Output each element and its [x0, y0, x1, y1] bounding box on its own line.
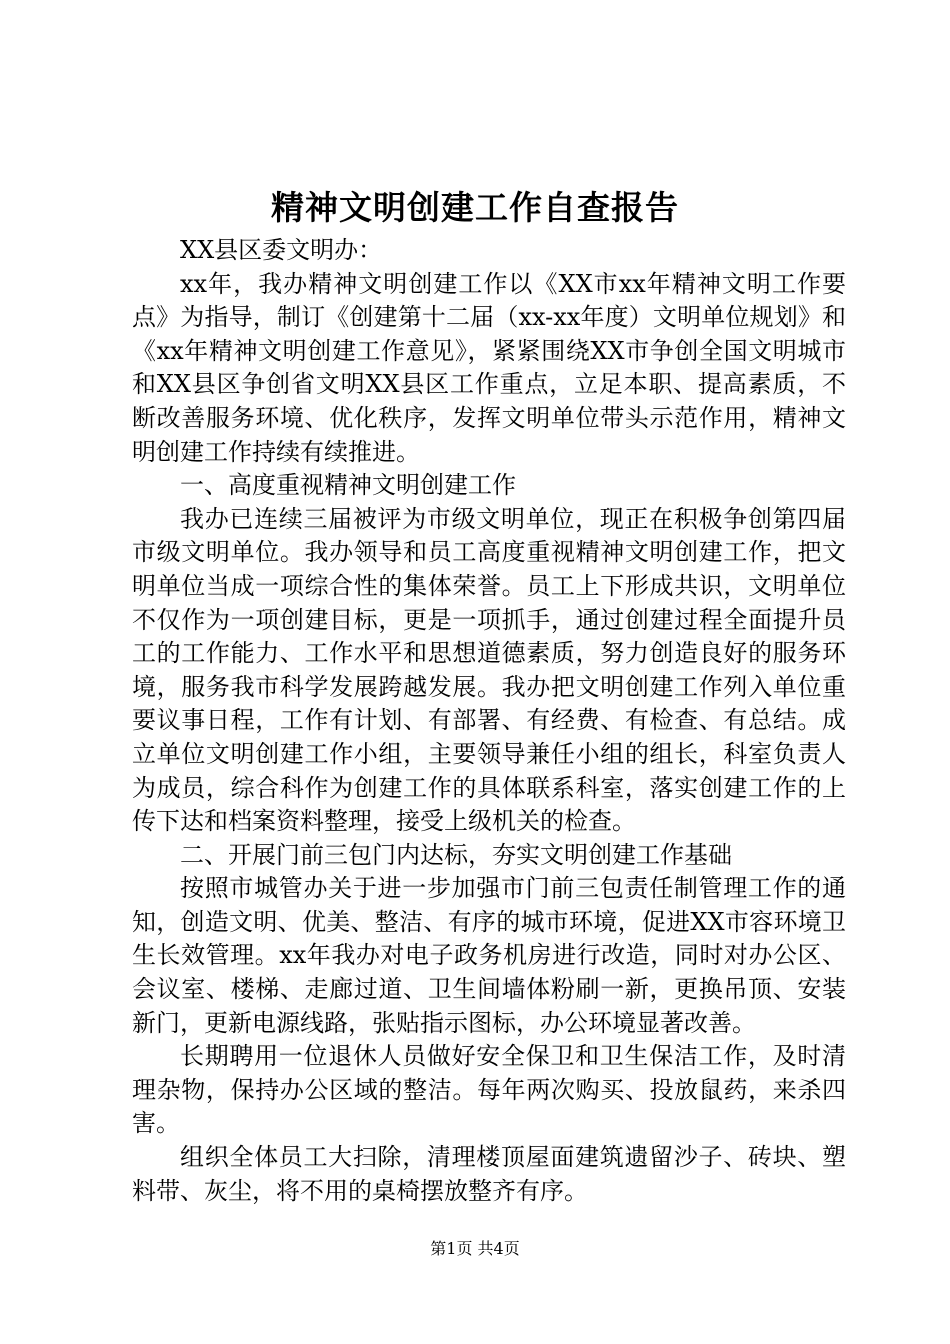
- page-footer: 第1页 共4页: [430, 1239, 520, 1258]
- paragraph-section-1: 我办已连续三届被评为市级文明单位，现正在积极争创第四届市级文明单位。我办领导和员工高度重视精神文明创建工作，把文明单位当成一项综合性的集体荣誉。员工上下形成共识，文明单位不仅作为一项创建目标，更是一项抓手，通过创建过程全面提升员工的工作能力、工作水平和思想道德素质，努力创造良好的服务环境，服务我市科学发展跨越发展。我办把文明创建工作列入单位重要议事日程，工作有计划、有部署、有经费、有检查、有总结。成立单位文明创建工作小组，主要领导兼任小组的组长，科室负责人为成员，综合科作为创建工作的具体联系科室，落实创建工作的上传下达和档案资料整理，接受上级机关的检查。: [132, 504, 846, 836]
- section-heading-1: 一、高度重视精神文明创建工作: [180, 471, 516, 500]
- document-body: [132, 234, 846, 1208]
- paragraph-intro: xx年，我办精神文明创建工作以《XX市xx年精神文明工作要点》为指导，制订《创建第十二届（xx-xx年度）文明单位规划》和《xx年精神文明创建工作意见》，紧紧围绕XX市争创全国文明城市和XX县区争创省文明XX县区工作重点，立足本职、提高素质，不断改善服务环境、优化秩序，发挥文明单位带头示范作用，精神文明创建工作持续有续推进。: [132, 269, 846, 466]
- paragraph-section-2: 按照市城管办关于进一步加强市门前三包责任制管理工作的通知，创造文明、优美、整洁、有序的城市环境，促进XX市容环境卫生长效管理。xx年我办对电子政务机房进行改造，同时对办公区、会议室、楼梯、走廊过道、卫生间墙体粉刷一新，更换吊顶、安装新门，更新电源线路，张贴指示图标，办公环境显著改善。: [132, 874, 846, 1037]
- salutation: XX县区委文明办：: [180, 236, 383, 264]
- paragraph-cleaning: 组织全体员工大扫除，清理楼顶屋面建筑遗留沙子、砖块、塑料带、灰尘，将不用的桌椅摆放整齐有序。: [132, 1143, 846, 1205]
- page-title: 精神文明创建工作自查报告: [271, 188, 679, 227]
- section-heading-2: 二、开展门前三包门内达标，夯实文明创建工作基础: [180, 840, 732, 869]
- paragraph-security: 长期聘用一位退休人员做好安全保卫和卫生保洁工作，及时清理杂物，保持办公区域的整洁。每年两次购买、投放鼠药，来杀四害。: [132, 1042, 846, 1138]
